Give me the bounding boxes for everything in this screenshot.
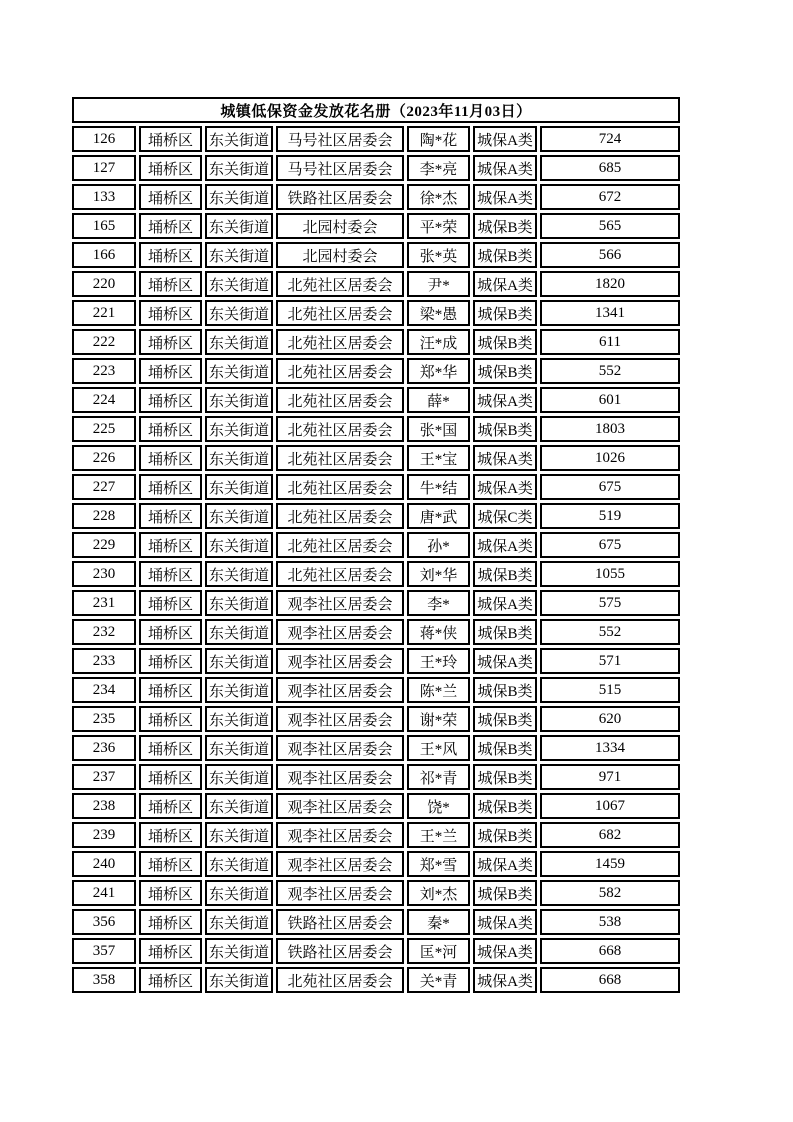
cell-street: 东关街道: [205, 242, 273, 268]
cell-serial-number: 229: [72, 532, 136, 558]
cell-serial-number: 236: [72, 735, 136, 761]
cell-street: 东关街道: [205, 764, 273, 790]
cell-serial-number: 238: [72, 793, 136, 819]
cell-street: 东关街道: [205, 648, 273, 674]
cell-person-name: 郑*雪: [407, 851, 470, 877]
cell-person-name: 梁*愚: [407, 300, 470, 326]
cell-category: 城保A类: [473, 271, 537, 297]
cell-district: 埇桥区: [139, 300, 202, 326]
table-row: [72, 503, 680, 529]
cell-serial-number: 227: [72, 474, 136, 500]
cell-community: 观李社区居委会: [276, 822, 404, 848]
cell-district: 埇桥区: [139, 938, 202, 964]
cell-person-name: 谢*荣: [407, 706, 470, 732]
cell-category: 城保B类: [473, 880, 537, 906]
cell-person-name: 王*风: [407, 735, 470, 761]
cell-category: 城保A类: [473, 909, 537, 935]
cell-district: 埇桥区: [139, 706, 202, 732]
cell-amount: 675: [540, 532, 680, 558]
table-row: [72, 764, 680, 790]
table-row: [72, 706, 680, 732]
cell-street: 东关街道: [205, 300, 273, 326]
cell-community: 观李社区居委会: [276, 880, 404, 906]
cell-street: 东关街道: [205, 967, 273, 993]
cell-street: 东关街道: [205, 880, 273, 906]
cell-street: 东关街道: [205, 532, 273, 558]
cell-amount: 601: [540, 387, 680, 413]
cell-district: 埇桥区: [139, 880, 202, 906]
cell-category: 城保A类: [473, 590, 537, 616]
table-row: [72, 619, 680, 645]
cell-person-name: 薛*: [407, 387, 470, 413]
cell-street: 东关街道: [205, 938, 273, 964]
cell-category: 城保A类: [473, 967, 537, 993]
cell-street: 东关街道: [205, 590, 273, 616]
cell-street: 东关街道: [205, 213, 273, 239]
table-row: [72, 271, 680, 297]
cell-person-name: 刘*华: [407, 561, 470, 587]
cell-community: 观李社区居委会: [276, 590, 404, 616]
cell-community: 观李社区居委会: [276, 648, 404, 674]
cell-amount: 971: [540, 764, 680, 790]
cell-community: 北苑社区居委会: [276, 445, 404, 471]
cell-amount: 685: [540, 155, 680, 181]
table-row: [72, 358, 680, 384]
cell-person-name: 关*青: [407, 967, 470, 993]
cell-community: 北苑社区居委会: [276, 416, 404, 442]
cell-person-name: 匡*河: [407, 938, 470, 964]
cell-street: 东关街道: [205, 329, 273, 355]
cell-person-name: 李*: [407, 590, 470, 616]
table-row: [72, 532, 680, 558]
roster-table: [69, 94, 683, 996]
cell-street: 东关街道: [205, 619, 273, 645]
cell-serial-number: 235: [72, 706, 136, 732]
cell-serial-number: 222: [72, 329, 136, 355]
cell-street: 东关街道: [205, 184, 273, 210]
cell-amount: 566: [540, 242, 680, 268]
cell-category: 城保C类: [473, 503, 537, 529]
cell-amount: 1067: [540, 793, 680, 819]
cell-category: 城保A类: [473, 445, 537, 471]
cell-amount: 724: [540, 126, 680, 152]
cell-person-name: 王*玲: [407, 648, 470, 674]
cell-category: 城保B类: [473, 764, 537, 790]
cell-category: 城保A类: [473, 184, 537, 210]
cell-amount: 582: [540, 880, 680, 906]
cell-category: 城保A类: [473, 474, 537, 500]
table-row: [72, 242, 680, 268]
cell-amount: 538: [540, 909, 680, 935]
cell-district: 埇桥区: [139, 387, 202, 413]
table-title: 城镇低保资金发放花名册（2023年11月03日）: [72, 97, 680, 123]
cell-category: 城保A类: [473, 938, 537, 964]
cell-serial-number: 357: [72, 938, 136, 964]
cell-district: 埇桥区: [139, 155, 202, 181]
cell-amount: 620: [540, 706, 680, 732]
cell-community: 北苑社区居委会: [276, 358, 404, 384]
cell-district: 埇桥区: [139, 184, 202, 210]
cell-person-name: 李*亮: [407, 155, 470, 181]
cell-serial-number: 220: [72, 271, 136, 297]
cell-category: 城保B类: [473, 358, 537, 384]
cell-person-name: 汪*成: [407, 329, 470, 355]
cell-amount: 515: [540, 677, 680, 703]
cell-person-name: 张*国: [407, 416, 470, 442]
cell-serial-number: 356: [72, 909, 136, 935]
cell-person-name: 蒋*侠: [407, 619, 470, 645]
cell-category: 城保A类: [473, 155, 537, 181]
cell-district: 埇桥区: [139, 503, 202, 529]
cell-serial-number: 225: [72, 416, 136, 442]
cell-category: 城保B类: [473, 822, 537, 848]
cell-district: 埇桥区: [139, 590, 202, 616]
cell-amount: 1820: [540, 271, 680, 297]
cell-serial-number: 166: [72, 242, 136, 268]
title-row: [72, 97, 680, 123]
cell-community: 观李社区居委会: [276, 735, 404, 761]
cell-serial-number: 358: [72, 967, 136, 993]
cell-street: 东关街道: [205, 358, 273, 384]
cell-category: 城保B类: [473, 677, 537, 703]
table-row: [72, 967, 680, 993]
cell-serial-number: 127: [72, 155, 136, 181]
cell-street: 东关街道: [205, 909, 273, 935]
table-row: [72, 793, 680, 819]
cell-district: 埇桥区: [139, 126, 202, 152]
table-row: [72, 648, 680, 674]
cell-category: 城保B类: [473, 416, 537, 442]
cell-serial-number: 228: [72, 503, 136, 529]
cell-community: 北苑社区居委会: [276, 329, 404, 355]
cell-district: 埇桥区: [139, 677, 202, 703]
cell-amount: 611: [540, 329, 680, 355]
cell-street: 东关街道: [205, 793, 273, 819]
cell-amount: 565: [540, 213, 680, 239]
cell-category: 城保B类: [473, 706, 537, 732]
roster-body: [72, 126, 680, 993]
cell-amount: 571: [540, 648, 680, 674]
cell-person-name: 张*英: [407, 242, 470, 268]
cell-amount: 552: [540, 358, 680, 384]
cell-community: 北苑社区居委会: [276, 474, 404, 500]
cell-serial-number: 165: [72, 213, 136, 239]
cell-category: 城保B类: [473, 300, 537, 326]
cell-amount: 672: [540, 184, 680, 210]
cell-person-name: 唐*武: [407, 503, 470, 529]
cell-category: 城保B类: [473, 242, 537, 268]
cell-person-name: 尹*: [407, 271, 470, 297]
cell-community: 铁路社区居委会: [276, 909, 404, 935]
cell-person-name: 牛*结: [407, 474, 470, 500]
cell-category: 城保B类: [473, 213, 537, 239]
cell-district: 埇桥区: [139, 474, 202, 500]
cell-serial-number: 126: [72, 126, 136, 152]
cell-serial-number: 233: [72, 648, 136, 674]
cell-category: 城保B类: [473, 329, 537, 355]
cell-serial-number: 239: [72, 822, 136, 848]
cell-district: 埇桥区: [139, 764, 202, 790]
cell-serial-number: 224: [72, 387, 136, 413]
cell-district: 埇桥区: [139, 735, 202, 761]
cell-amount: 668: [540, 938, 680, 964]
cell-serial-number: 221: [72, 300, 136, 326]
cell-serial-number: 241: [72, 880, 136, 906]
cell-person-name: 祁*青: [407, 764, 470, 790]
cell-serial-number: 230: [72, 561, 136, 587]
cell-community: 铁路社区居委会: [276, 184, 404, 210]
cell-district: 埇桥区: [139, 793, 202, 819]
table-row: [72, 880, 680, 906]
cell-category: 城保B类: [473, 619, 537, 645]
cell-district: 埇桥区: [139, 416, 202, 442]
cell-district: 埇桥区: [139, 358, 202, 384]
table-row: [72, 909, 680, 935]
cell-person-name: 刘*杰: [407, 880, 470, 906]
cell-district: 埇桥区: [139, 648, 202, 674]
cell-community: 北苑社区居委会: [276, 503, 404, 529]
cell-street: 东关街道: [205, 677, 273, 703]
cell-community: 北园村委会: [276, 213, 404, 239]
cell-category: 城保A类: [473, 126, 537, 152]
cell-street: 东关街道: [205, 271, 273, 297]
cell-district: 埇桥区: [139, 271, 202, 297]
table-row: [72, 474, 680, 500]
cell-category: 城保A类: [473, 648, 537, 674]
table-row: [72, 677, 680, 703]
cell-category: 城保B类: [473, 735, 537, 761]
cell-category: 城保B类: [473, 561, 537, 587]
table-row: [72, 938, 680, 964]
cell-person-name: 孙*: [407, 532, 470, 558]
cell-street: 东关街道: [205, 126, 273, 152]
cell-category: 城保A类: [473, 851, 537, 877]
table-row: [72, 822, 680, 848]
cell-amount: 552: [540, 619, 680, 645]
table-row: [72, 387, 680, 413]
cell-community: 观李社区居委会: [276, 764, 404, 790]
cell-person-name: 郑*华: [407, 358, 470, 384]
table-row: [72, 561, 680, 587]
cell-district: 埇桥区: [139, 213, 202, 239]
cell-amount: 1334: [540, 735, 680, 761]
cell-street: 东关街道: [205, 474, 273, 500]
table-row: [72, 126, 680, 152]
cell-district: 埇桥区: [139, 561, 202, 587]
cell-district: 埇桥区: [139, 619, 202, 645]
cell-street: 东关街道: [205, 387, 273, 413]
cell-street: 东关街道: [205, 735, 273, 761]
cell-street: 东关街道: [205, 822, 273, 848]
cell-community: 马号社区居委会: [276, 155, 404, 181]
table-row: [72, 300, 680, 326]
cell-category: 城保A类: [473, 532, 537, 558]
cell-community: 观李社区居委会: [276, 619, 404, 645]
cell-serial-number: 232: [72, 619, 136, 645]
cell-person-name: 陈*兰: [407, 677, 470, 703]
cell-amount: 668: [540, 967, 680, 993]
cell-community: 观李社区居委会: [276, 706, 404, 732]
cell-street: 东关街道: [205, 851, 273, 877]
cell-community: 北苑社区居委会: [276, 561, 404, 587]
cell-community: 北苑社区居委会: [276, 300, 404, 326]
cell-community: 观李社区居委会: [276, 851, 404, 877]
cell-street: 东关街道: [205, 561, 273, 587]
cell-district: 埇桥区: [139, 851, 202, 877]
cell-community: 北苑社区居委会: [276, 271, 404, 297]
cell-district: 埇桥区: [139, 532, 202, 558]
cell-person-name: 陶*花: [407, 126, 470, 152]
cell-amount: 1459: [540, 851, 680, 877]
table-row: [72, 851, 680, 877]
cell-person-name: 平*荣: [407, 213, 470, 239]
table-row: [72, 213, 680, 239]
cell-person-name: 秦*: [407, 909, 470, 935]
cell-street: 东关街道: [205, 503, 273, 529]
table-row: [72, 735, 680, 761]
table-row: [72, 445, 680, 471]
cell-street: 东关街道: [205, 416, 273, 442]
cell-amount: 1803: [540, 416, 680, 442]
cell-community: 观李社区居委会: [276, 677, 404, 703]
cell-district: 埇桥区: [139, 909, 202, 935]
cell-amount: 1026: [540, 445, 680, 471]
cell-street: 东关街道: [205, 445, 273, 471]
cell-person-name: 王*兰: [407, 822, 470, 848]
cell-category: 城保B类: [473, 793, 537, 819]
cell-amount: 519: [540, 503, 680, 529]
cell-person-name: 徐*杰: [407, 184, 470, 210]
cell-amount: 682: [540, 822, 680, 848]
cell-serial-number: 240: [72, 851, 136, 877]
cell-district: 埇桥区: [139, 967, 202, 993]
cell-community: 观李社区居委会: [276, 793, 404, 819]
cell-person-name: 王*宝: [407, 445, 470, 471]
cell-serial-number: 133: [72, 184, 136, 210]
cell-community: 马号社区居委会: [276, 126, 404, 152]
cell-district: 埇桥区: [139, 242, 202, 268]
cell-amount: 1055: [540, 561, 680, 587]
cell-community: 北园村委会: [276, 242, 404, 268]
table-row: [72, 155, 680, 181]
cell-person-name: 饶*: [407, 793, 470, 819]
cell-street: 东关街道: [205, 155, 273, 181]
cell-serial-number: 237: [72, 764, 136, 790]
cell-community: 北苑社区居委会: [276, 387, 404, 413]
table-row: [72, 416, 680, 442]
cell-community: 北苑社区居委会: [276, 967, 404, 993]
cell-serial-number: 234: [72, 677, 136, 703]
cell-serial-number: 223: [72, 358, 136, 384]
cell-amount: 675: [540, 474, 680, 500]
cell-street: 东关街道: [205, 706, 273, 732]
cell-amount: 575: [540, 590, 680, 616]
table-row: [72, 184, 680, 210]
cell-category: 城保A类: [473, 387, 537, 413]
cell-district: 埇桥区: [139, 822, 202, 848]
cell-district: 埇桥区: [139, 329, 202, 355]
cell-district: 埇桥区: [139, 445, 202, 471]
cell-community: 北苑社区居委会: [276, 532, 404, 558]
cell-serial-number: 226: [72, 445, 136, 471]
table-row: [72, 590, 680, 616]
cell-amount: 1341: [540, 300, 680, 326]
cell-serial-number: 231: [72, 590, 136, 616]
cell-community: 铁路社区居委会: [276, 938, 404, 964]
table-row: [72, 329, 680, 355]
